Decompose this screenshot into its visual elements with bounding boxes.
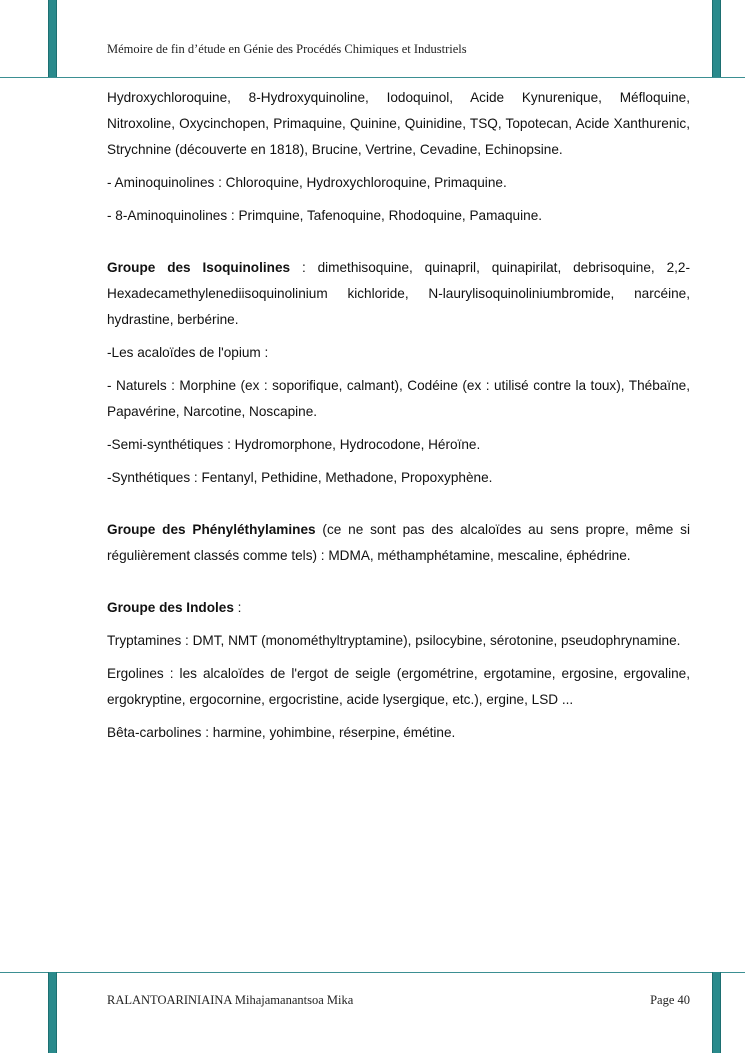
- footer-left-bar: [48, 972, 57, 1053]
- text-indoles: :: [233, 600, 242, 615]
- text-isoquinolines: : dimethisoquine, quinapril, quinapirilat, debrisoquine, 2,2-Hexadecamethylenediisoquinolinium kichloride, N-laurylisoquinoliniumbromide, narcéine, hydrastine, berbérine.: [107, 260, 690, 327]
- text-phenylethylamines: (ce ne sont pas des alcaloïdes au sens propre, même si régulièrement classés comme tels) : MDMA, méthamphétamine, mescaline, éphédrine.: [107, 522, 690, 563]
- paragraph-beta-carbolines: Bêta-carbolines : harmine, yohimbine, réserpine, émétine.: [107, 725, 456, 740]
- heading-isoquinolines: Groupe des Isoquinolines: [107, 260, 291, 275]
- paragraph-aminoquinolines: - Aminoquinolines : Chloroquine, Hydroxychloroquine, Primaquine.: [107, 175, 507, 190]
- page-body: [107, 85, 690, 753]
- paragraph-ergolines: Ergolines : les alcaloïdes de l'ergot de seigle (ergométrine, ergotamine, ergosine, ergovaline, ergokryptine, ergocornine, ergocristine, acide lysergique, etc.), ergine, LSD ...: [107, 666, 690, 707]
- footer-author: RALANTOARINIAINA Mihajamanantsoa Mika: [107, 993, 354, 1007]
- heading-indoles: Groupe des Indoles: [107, 600, 234, 615]
- header-right-bar: [712, 0, 721, 78]
- paragraph-semi-synthetic: -Semi-synthétiques : Hydromorphone, Hydrocodone, Héroïne.: [107, 437, 481, 452]
- paragraph-indoles: [107, 595, 690, 621]
- paragraph-synthetic: -Synthétiques : Fentanyl, Pethidine, Methadone, Propoxyphène.: [107, 470, 493, 485]
- paragraph-natural-opiates: - Naturels : Morphine (ex : soporifique, calmant), Codéine (ex : utilisé contre la toux), Thébaïne, Papavérine, Narcotine, Noscapine.: [107, 378, 690, 419]
- page-number: Page 40: [650, 993, 690, 1007]
- header-title: Mémoire de fin d’étude en Génie des Procédés Chimiques et Industriels: [107, 42, 467, 56]
- heading-phenylethylamines: Groupe des Phényléthylamines: [107, 522, 316, 537]
- paragraph-isoquinolines: [107, 255, 690, 333]
- paragraph-phenylethylamines: [107, 517, 690, 569]
- header-left-bar: [48, 0, 57, 78]
- footer-right-bar: [712, 972, 721, 1053]
- header-rule: [0, 77, 745, 78]
- paragraph-tryptamines: Tryptamines : DMT, NMT (monométhyltryptamine), psilocybine, sérotonine, pseudophrynamine.: [107, 633, 681, 648]
- paragraph-opium-alkaloids: -Les acaloïdes de l'opium :: [107, 345, 269, 360]
- footer-rule: [0, 972, 745, 973]
- paragraph-8-aminoquinolines: - 8-Aminoquinolines : Primquine, Tafenoquine, Rhodoquine, Pamaquine.: [107, 208, 543, 223]
- paragraph-quinolines-list: Hydroxychloroquine, 8-Hydroxyquinoline, Iodoquinol, Acide Kynurenique, Méfloquine, Nitroxoline, Oxycinchopen, Primaquine, Quinine, Quinidine, TSQ, Topotecan, Acide Xanthurenic, Strychnine (découverte en 1818), Brucine, Vertrine, Cevadine, Echinopsine.: [107, 90, 690, 157]
